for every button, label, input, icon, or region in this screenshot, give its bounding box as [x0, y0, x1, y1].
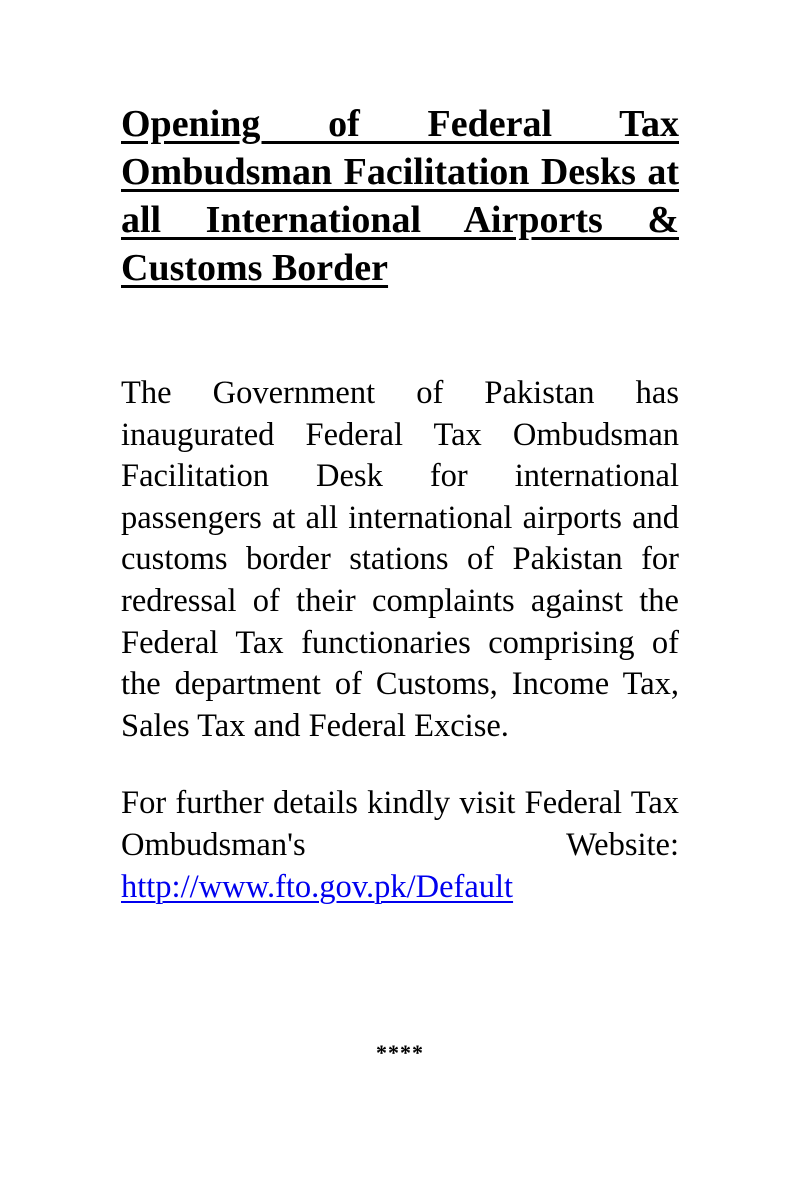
document-page — [121, 100, 679, 908]
body-paragraph: The Government of Pakistan has inaugurated Federal Tax Ombudsman Facilitation Desk for international passengers at all international airports and customs border stations of Pakistan for redressal of their complaints against the Federal Tax functionaries comprising of the department of Customs, Income Tax, Sales Tax and Federal Excise. — [121, 375, 679, 744]
details-text: For further details kindly visit Federal Tax Ombudsman's Website: — [121, 785, 679, 863]
details-paragraph — [121, 783, 679, 908]
document-title: Opening of Federal Tax Ombudsman Facilitation Desks at all International Airports & Customs Border — [121, 103, 679, 289]
end-marker: **** — [376, 1040, 424, 1065]
website-link[interactable]: http://www.fto.gov.pk/Default — [121, 868, 514, 905]
